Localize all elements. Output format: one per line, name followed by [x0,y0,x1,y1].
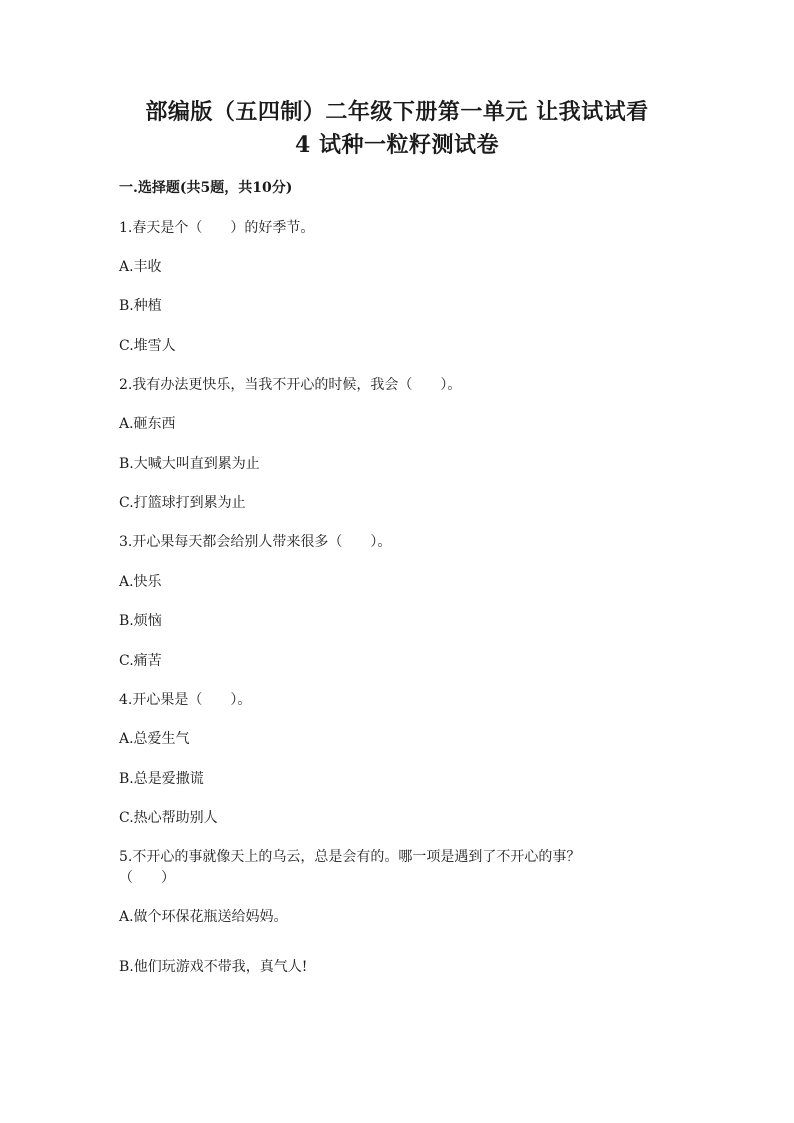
question-1-option-a: A.丰收 [119,259,162,275]
question-2-stem: 2.我有办法更快乐，当我不开心的时候，我会（ ）。 [119,377,462,393]
question-4-option-c: C.热心帮助别人 [119,810,218,826]
question-3-option-c: C.痛苦 [119,653,162,669]
section-heading: 一.选择题(共5题，共10分) [119,180,293,196]
question-2-option-c: C.打篮球打到累为止 [119,495,246,511]
question-1-stem: 1.春天是个（ ）的好季节。 [119,220,315,236]
question-4-option-b: B.总是爱撒谎 [119,771,204,787]
question-5-stem-continued: （ ） [119,870,175,886]
question-1-option-c: C.堆雪人 [119,338,176,354]
page-title-line2: 4 试种一粒籽测试卷 [295,132,499,158]
question-4-option-a: A.总爱生气 [119,731,190,747]
question-5-option-a: A.做个环保花瓶送给妈妈。 [119,909,288,925]
question-5-stem: 5.不开心的事就像天上的乌云，总是会有的。哪一项是遇到了不开心的事？ [119,849,581,865]
question-3-stem: 3.开心果每天都会给别人带来很多（ ）。 [119,534,392,550]
page-title-line1: 部编版（五四制）二年级下册第一单元 让我试试看 [145,99,649,125]
question-4-stem: 4.开心果是（ ）。 [119,692,252,708]
question-5-option-b: B.他们玩游戏不带我，真气人! [119,959,308,975]
question-3-option-a: A.快乐 [119,574,162,590]
question-1-option-b: B.种植 [119,298,162,314]
question-2-option-b: B.大喊大叫直到累为止 [119,456,260,472]
question-2-option-a: A.砸东西 [119,416,176,432]
question-3-option-b: B.烦恼 [119,613,162,629]
